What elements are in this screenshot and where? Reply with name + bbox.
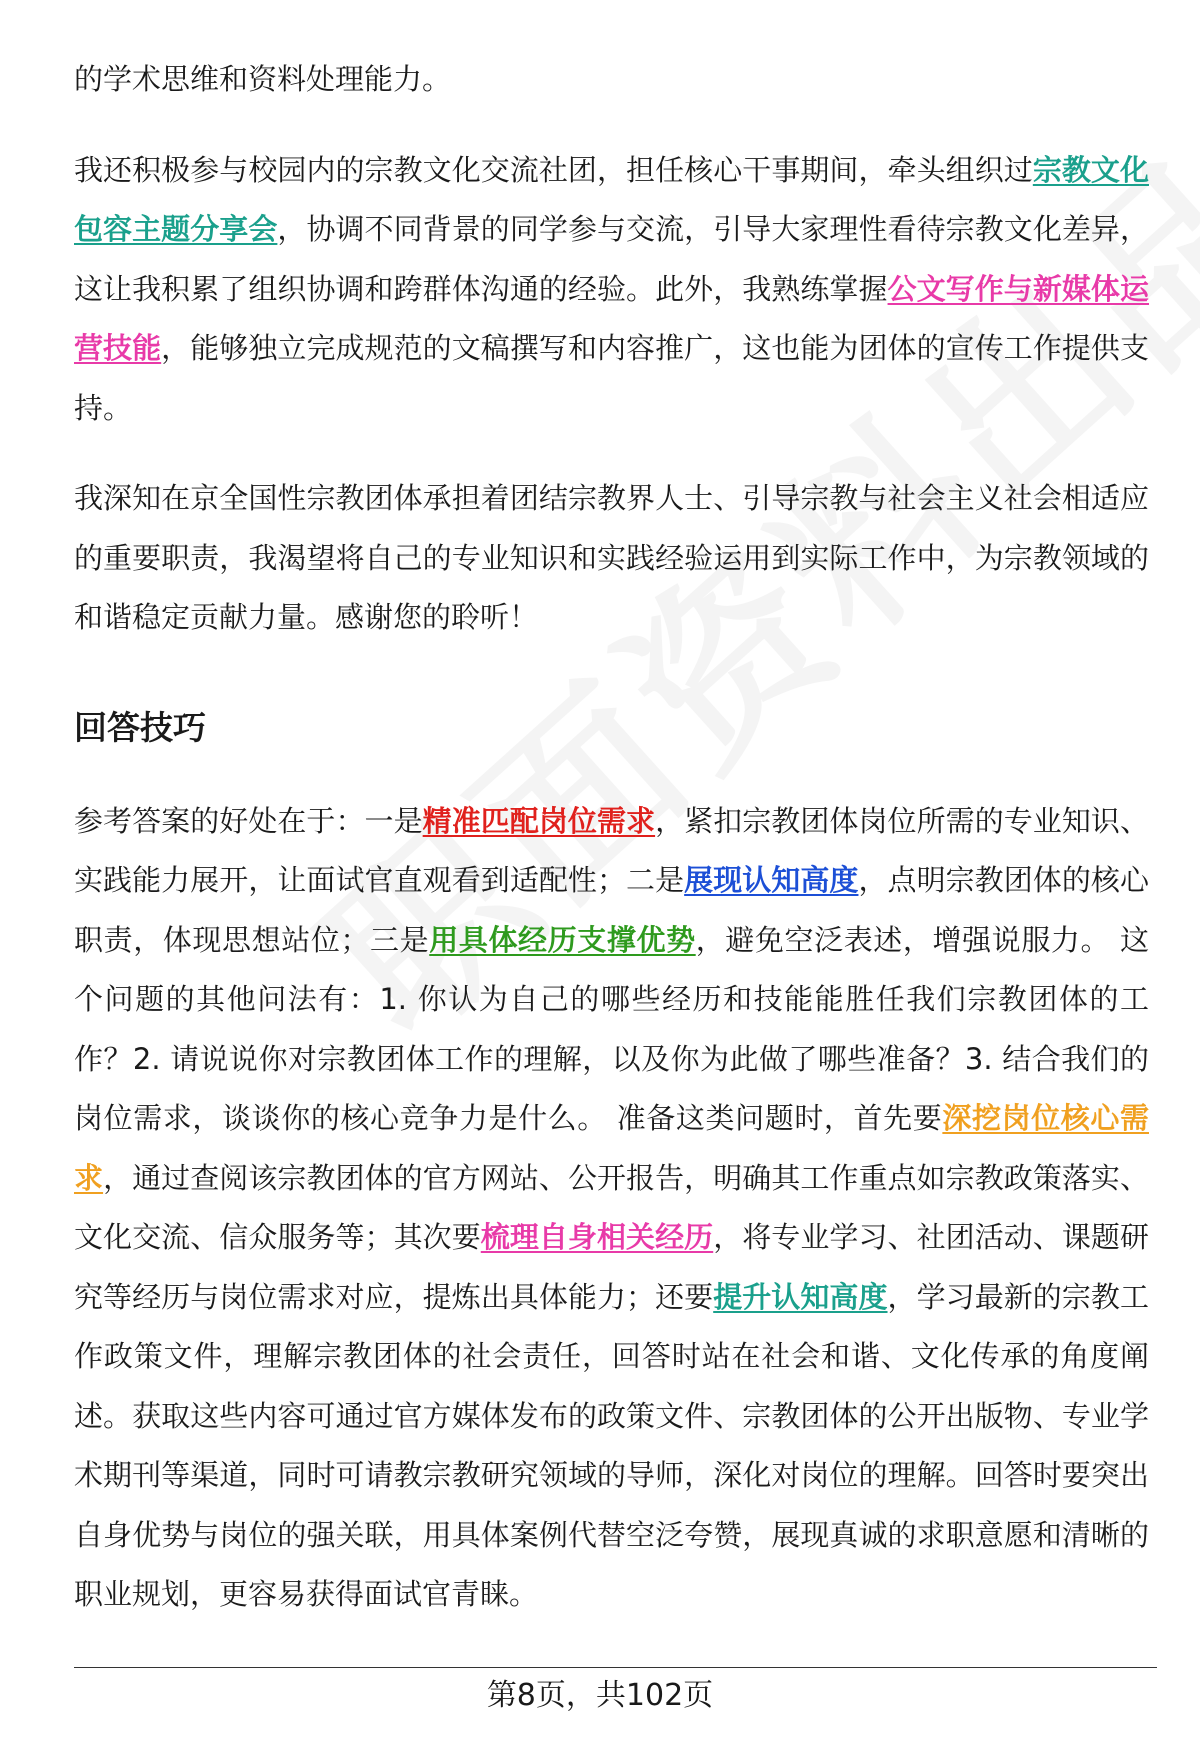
paragraph-2 xyxy=(74,141,1149,439)
text-run: ，能够独立完成规范的文稿撰写和内容推广，这也能为团体的宣传工作提供支持。 xyxy=(74,331,1149,425)
tips-paragraph xyxy=(74,792,1149,1625)
highlighted-phrase: 展现认知高度 xyxy=(684,863,859,897)
text-run: ，避免空泛表述，增强说服力。 这个问题的其他问法有：1. 你认为自己的哪些经历和技能能胜任我们宗教团体的工作？2. 请说说你对宗教团体工作的理解，以及你为此做了哪些准备？3. 结合我们的岗位需求，谈谈你的核心竞争力是什么。 准备这类问题时，首先要 xyxy=(74,922,1149,1135)
text-run: ，将专业学习、社团活动、课题研究等经历与岗位需求对应，提炼出具体能力；还要 xyxy=(74,1220,1149,1314)
highlighted-phrase: 用具体经历支撑优势 xyxy=(429,922,696,957)
text-run: ，学习最新的宗教工作政策文件，理解宗教团体的社会责任，回答时站在社会和谐、文化传承的角度阐述。获取这些内容可通过官方媒体发布的政策文件、宗教团体的公开出版物、专业学术期刊等渠道，同时可请教宗教研究领域的导师，深化对岗位的理解。回答时要突出自身优势与岗位的强关联，用具体案例代替空泛夸赞，展现真诚的求职意愿和清晰的职业规划，更容易获得面试官青睐。 xyxy=(74,1279,1149,1611)
text-run: ，点明宗教团体的核心职责，体现思想站位；三是 xyxy=(74,863,1149,957)
highlighted-phrase: 梳理自身相关经历 xyxy=(480,1220,714,1254)
highlighted-phrase: 提升认知高度 xyxy=(713,1279,888,1314)
highlighted-phrase: 精准匹配岗位需求 xyxy=(422,803,656,838)
highlighted-phrase: 公文写作与新媒体运营技能 xyxy=(74,271,1149,365)
section-heading: 回答技巧 xyxy=(74,707,206,747)
text-run: 我深知在京全国性宗教团体承担着团结宗教界人士、引导宗教与社会主义社会相适应的重要职责，我渴望将自己的专业知识和实践经验运用到实际工作中，为宗教领域的和谐稳定贡献力量。感谢您的聆听！ xyxy=(74,481,1149,634)
text-run: 我还积极参与校园内的宗教文化交流社团，担任核心干事期间，牵头组织过 xyxy=(74,152,1033,187)
text-run: ，紧扣宗教团体岗位所需的专业知识、实践能力展开，让面试官直观看到适配性；二是 xyxy=(74,803,1149,897)
page-footer: 第8页，共102页 xyxy=(486,1678,714,1713)
document-body xyxy=(74,50,1149,1625)
text-run: ，通过查阅该宗教团体的官方网站、公开报告，明确其工作重点如宗教政策落实、文化交流、信众服务等；其次要 xyxy=(74,1160,1149,1254)
text-run: 参考答案的好处在于：一是 xyxy=(74,803,423,838)
paragraph-1 xyxy=(74,50,1149,110)
paragraph-3 xyxy=(74,469,1149,648)
text-run: 的学术思维和资料处理能力。 xyxy=(74,62,452,96)
footer-divider xyxy=(74,1667,1157,1668)
text-run: ，协调不同背景的同学参与交流，引导大家理性看待宗教文化差异，这让我积累了组织协调和跨群体沟通的经验。此外，我熟练掌握 xyxy=(74,212,1149,306)
highlighted-phrase: 宗教文化包容主题分享会 xyxy=(74,152,1149,246)
highlighted-phrase: 深挖岗位核心需求 xyxy=(74,1101,1149,1195)
